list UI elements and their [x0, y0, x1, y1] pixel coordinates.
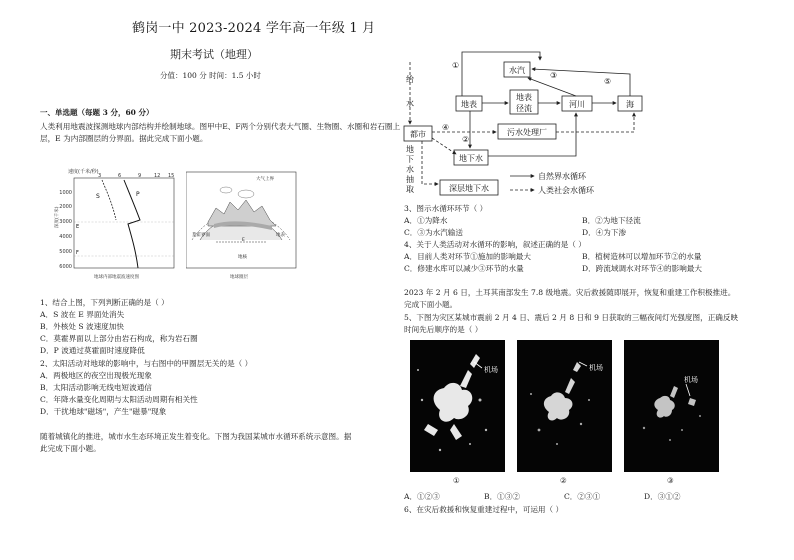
q3-option-c[interactable]: C．③为水汽输送	[404, 228, 463, 237]
label-e-right: E	[242, 238, 245, 243]
earth-spheres-figure	[186, 170, 298, 280]
passage-2-line-2: 此完成下面小题。	[40, 444, 101, 453]
q4-option-a[interactable]: A．目前人类对环节①施加的影响最大	[404, 252, 531, 261]
q5-stem-line-1: 5、下图为灾区某城市震前 2 月 4 日、震后 2 月 8 日和 9 日获取的三幅夜间灯光强度图，正确反映	[404, 313, 739, 322]
q5-option-c[interactable]: C．②③①	[564, 492, 601, 501]
node-sea: 海	[626, 100, 634, 109]
q1-option-a[interactable]: A．S 波在 E 界面处消失	[40, 310, 125, 319]
q6-stem: 6、在灾后救援和恢复重建过程中，可运用（ ）	[404, 505, 564, 514]
q1-stem: 1、结合上图，下列判断正确的是（ ）	[40, 298, 169, 307]
legend-social: 人类社会水循环	[538, 186, 594, 195]
node-sewage: 污水处理厂	[507, 128, 547, 137]
airport-label-2: 机场	[589, 364, 603, 372]
tick-top-12: 12	[154, 173, 161, 179]
node-runoff-line-1: 地表	[516, 93, 532, 102]
label-e-left: E	[76, 224, 80, 230]
night-light-photo-3	[624, 340, 719, 472]
axis-left-label: 深度(千米)	[55, 206, 60, 228]
tick-top-6: 6	[118, 173, 122, 179]
right-column	[400, 0, 770, 560]
q4-option-b[interactable]: B．植树造林可以增加环节②的水量	[582, 252, 702, 261]
night-light-photo-1	[410, 340, 505, 472]
seismic-wave-figure	[54, 168, 184, 280]
node-groundwater: 地下水	[459, 154, 483, 163]
axis-top-label: 速度(千米/秒)	[68, 169, 99, 175]
marker-1: ①	[452, 61, 460, 70]
label-atmosphere-top: 大气上界	[256, 177, 274, 182]
section-heading: 一、单选题（每题 3 分，60 分）	[40, 108, 154, 117]
tick-left-4000: 4000	[59, 234, 72, 240]
q3-stem: 3、图示水循环环节（ ）	[404, 204, 488, 213]
label-moho: 莫霍界面	[192, 233, 210, 238]
side-pump-4: 抽	[406, 175, 414, 184]
left-figure-caption: 地球内部地震波速度图	[94, 275, 139, 280]
side-label-supply-1: 给	[406, 75, 414, 84]
q1-option-c[interactable]: C．莫霍界面以上部分由岩石构成，称为岩石圈	[40, 334, 198, 343]
photo-number-1: ①	[453, 476, 460, 485]
q2-option-c[interactable]: C．年降水量变化周期与太阳活动周期有相关性	[40, 395, 198, 404]
marker-4: ④	[442, 123, 450, 132]
left-column	[40, 0, 401, 560]
tick-top-9: 9	[138, 173, 142, 179]
marker-2: ②	[462, 135, 470, 144]
node-city: 都市	[410, 130, 426, 139]
passage-1-line-2: 层，E 为内部圈层的分界面。据此完成下面小题。	[40, 134, 208, 143]
exam-subtitle: 期末考试（地理）	[170, 48, 258, 61]
side-pump-3: 水	[406, 165, 414, 174]
airport-label-3: 机场	[684, 376, 698, 384]
passage-1-line-1: 人类利用地震波探测地球内部结构并绘制地球。图甲中E、F两个分别代表大气圈、生物圈、水圈和岩石圈上	[40, 122, 401, 131]
s-wave-curve	[102, 180, 116, 220]
passage-2-line-1: 随着城镇化的推进，城市水生态环境正发生着变化。下图为我国某城市水循环系统示意图。据	[40, 432, 352, 441]
q1-option-b[interactable]: B．外核处 S 波速度加快	[40, 322, 124, 331]
night-light-photo-2	[517, 340, 612, 472]
tick-left-1000: 1000	[59, 190, 72, 196]
tick-top-3: 3	[98, 173, 102, 179]
tick-top-15: 15	[168, 173, 175, 179]
q1-option-d[interactable]: D．P 波通过莫霍面时速度降低	[40, 346, 145, 355]
tick-left-5000: 5000	[59, 249, 72, 255]
q3-option-b[interactable]: B．②为地下径流	[582, 216, 641, 225]
q5-option-a[interactable]: A．①②③	[404, 492, 440, 501]
q5-option-b[interactable]: B．①③②	[484, 492, 520, 501]
label-core: 地核	[238, 255, 247, 260]
q5-option-d[interactable]: D．③①②	[644, 492, 681, 501]
q4-option-d[interactable]: D．跨流域调水对环节④的影响最大	[582, 264, 702, 273]
q5-stem-line-2: 时间先后顺序的是（ ）	[404, 325, 483, 334]
photo-number-2: ②	[560, 476, 567, 485]
node-deep-groundwater: 深层地下水	[449, 184, 489, 193]
node-water-vapor: 水汽	[509, 66, 525, 75]
marker-3: ③	[550, 71, 558, 80]
node-runoff-line-2: 径流	[516, 104, 532, 113]
label-s: S	[96, 193, 100, 200]
water-cycle-diagram	[400, 44, 650, 204]
q2-option-a[interactable]: A．两极地区的夜空出现极光现象	[40, 371, 152, 380]
label-surface: 地表	[276, 233, 285, 238]
photo-number-3: ③	[667, 476, 674, 485]
q4-option-c[interactable]: C．修建水库可以减少③环节的水量	[404, 264, 524, 273]
label-f: F	[76, 250, 79, 256]
airport-label-1: 机场	[484, 366, 498, 374]
q3-option-a[interactable]: A．①为降水	[404, 216, 448, 225]
tick-left-6000: 6000	[59, 264, 72, 270]
node-river: 河川	[569, 100, 585, 109]
side-pump-1: 地	[406, 145, 414, 154]
right-figure-caption: 地球圈层	[230, 275, 248, 280]
tick-left-3000: 3000	[59, 219, 72, 225]
q3-option-d[interactable]: D．④为下渗	[582, 228, 627, 237]
tick-left-2000: 2000	[59, 204, 72, 210]
side-label-supply-2: 水	[406, 99, 414, 108]
node-surface: 地表	[461, 100, 477, 109]
label-p: P	[136, 191, 140, 198]
passage-3-line-2: 完成下面小题。	[404, 300, 458, 309]
exam-title: 鹤岗一中 2023-2024 学年高一年级 1 月	[132, 21, 376, 36]
q2-option-b[interactable]: B．太阳活动影响无线电短波通信	[40, 383, 152, 392]
legend-natural: 自然界水循环	[538, 172, 586, 181]
q2-stem: 2、太阳活动对地球的影响中，与右图中的甲圈层无关的是（ ）	[40, 359, 253, 368]
passage-3-line-1: 2023 年 2 月 6 日，土耳其南部发生 7.8 级地震。灾后救援随即展开，恢复和重建工作积极推进。	[404, 288, 736, 297]
q4-stem: 4、关于人类活动对水循环的影响，叙述正确的是（ ）	[404, 240, 586, 249]
exam-meta: 分值：100 分 时间：1.5 小时	[160, 71, 261, 80]
side-pump-2: 下	[406, 155, 414, 164]
side-pump-5: 取	[406, 185, 414, 194]
q2-option-d[interactable]: D．干扰地球"磁场"，产生"磁暴"现象	[40, 407, 167, 416]
marker-5: ⑤	[604, 77, 612, 86]
